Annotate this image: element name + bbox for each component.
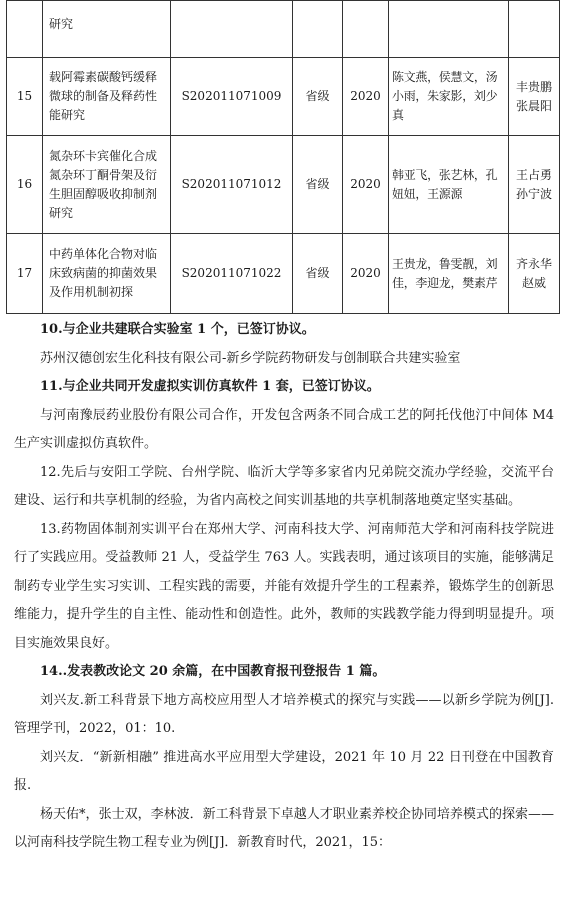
cell-members: 陈文燕，侯慧文，汤小雨，朱家影，刘少真 [389, 58, 509, 136]
cell-advisor: 丰贵鹏张晨阳 [509, 58, 560, 136]
section-heading-papers: 14..发表教改论文 20 余篇，在中国教育报刊登报告 1 篇。 [40, 664, 386, 679]
table-row [7, 136, 560, 234]
cell-year: 2020 [343, 58, 389, 136]
cell-no: 15 [7, 58, 43, 136]
cell-no [7, 1, 43, 58]
cell-year: 2020 [343, 136, 389, 234]
cell-project-name: 氮杂环卡宾催化合成氮杂环丁酮骨架及衍生胆固醇吸收抑制剂研究 [43, 136, 171, 234]
cell-code: S202011071012 [171, 136, 293, 234]
cell-year [343, 1, 389, 58]
cell-advisor: 齐永华赵威 [509, 234, 560, 314]
table-row [7, 234, 560, 314]
cell-advisor: 王占勇孙宁波 [509, 136, 560, 234]
cell-level: 省级 [293, 136, 343, 234]
cell-no: 16 [7, 136, 43, 234]
cell-no: 17 [7, 234, 43, 314]
cell-project-name: 中药单体化合物对临床致病菌的抑菌效果及作用机制初探 [43, 234, 171, 314]
document-body [14, 316, 554, 858]
table-row [7, 1, 560, 58]
cell-project-name: 研究 [43, 1, 171, 58]
cell-level: 省级 [293, 234, 343, 314]
paragraph-platform: 13.药物固体制剂实训平台在郑州大学、河南科技大学、河南师范大学和河南科技学院进行了实践应用。受益教师 21 人，受益学生 763 人。实践表明，通过该项目的实施，能够满足制药专业学生实习实训、工程实践的需要，并能有效提升学生的工程素养，锻炼学生的创新思维能力，提升学生的自主性、能动性和创造性。此外，教师的实践教学能力得到明显提升。项目实施效果良好。 [14, 521, 554, 651]
section-heading-lab: 10.与企业共建联合实验室 1 个，已签订协议。 [40, 322, 315, 337]
paragraph-lab-name: 苏州汉德创宏生化科技有限公司-新乡学院药物研发与创制联合共建实验室 [40, 350, 461, 366]
reference-item: 刘兴友．“新新相融” 推进高水平应用型大学建设，2021 年 10 月 22 日刊登在中国教育报. [14, 749, 554, 793]
cell-code [171, 1, 293, 58]
cell-members: 韩亚飞，张艺林，孔妞妞，王源源 [389, 136, 509, 234]
paragraph-exchange: 12.先后与安阳工学院、台州学院、临沂大学等多家省内兄弟院交流办学经验，交流平台建设、运行和共享机制的经验，为省内高校之间实训基地的共享机制落地奠定坚实基础。 [14, 464, 554, 508]
project-table [6, 0, 560, 314]
cell-advisor [509, 1, 560, 58]
cell-year: 2020 [343, 234, 389, 314]
cell-members: 王贵龙，鲁雯靓，刘佳，李迎龙，樊素芹 [389, 234, 509, 314]
cell-code: S202011071022 [171, 234, 293, 314]
table-row [7, 58, 560, 136]
paragraph-software: 与河南豫辰药业股份有限公司合作，开发包含两条不同合成工艺的阿托伐他汀中间体 M4 生产实训虚拟仿真软件。 [14, 407, 554, 451]
cell-members [389, 1, 509, 58]
reference-item: 杨天佑*，张士双，李林波．新工科背景下卓越人才职业素养校企协同培养模式的探索——以河南科技学院生物工程专业为例[J]．新教育时代，2021，15： [14, 806, 554, 850]
reference-item: 刘兴友.新工科背景下地方高校应用型人才培养模式的探究与实践——以新乡学院为例[J]. 管理学刊，2022，01：10. [14, 692, 554, 736]
cell-level [293, 1, 343, 58]
cell-project-name: 载阿霉素碳酸钙缓释微球的制备及释药性能研究 [43, 58, 171, 136]
section-heading-software: 11.与企业共同开发虚拟实训仿真软件 1 套，已签订协议。 [40, 379, 380, 394]
cell-code: S202011071009 [171, 58, 293, 136]
cell-level: 省级 [293, 58, 343, 136]
